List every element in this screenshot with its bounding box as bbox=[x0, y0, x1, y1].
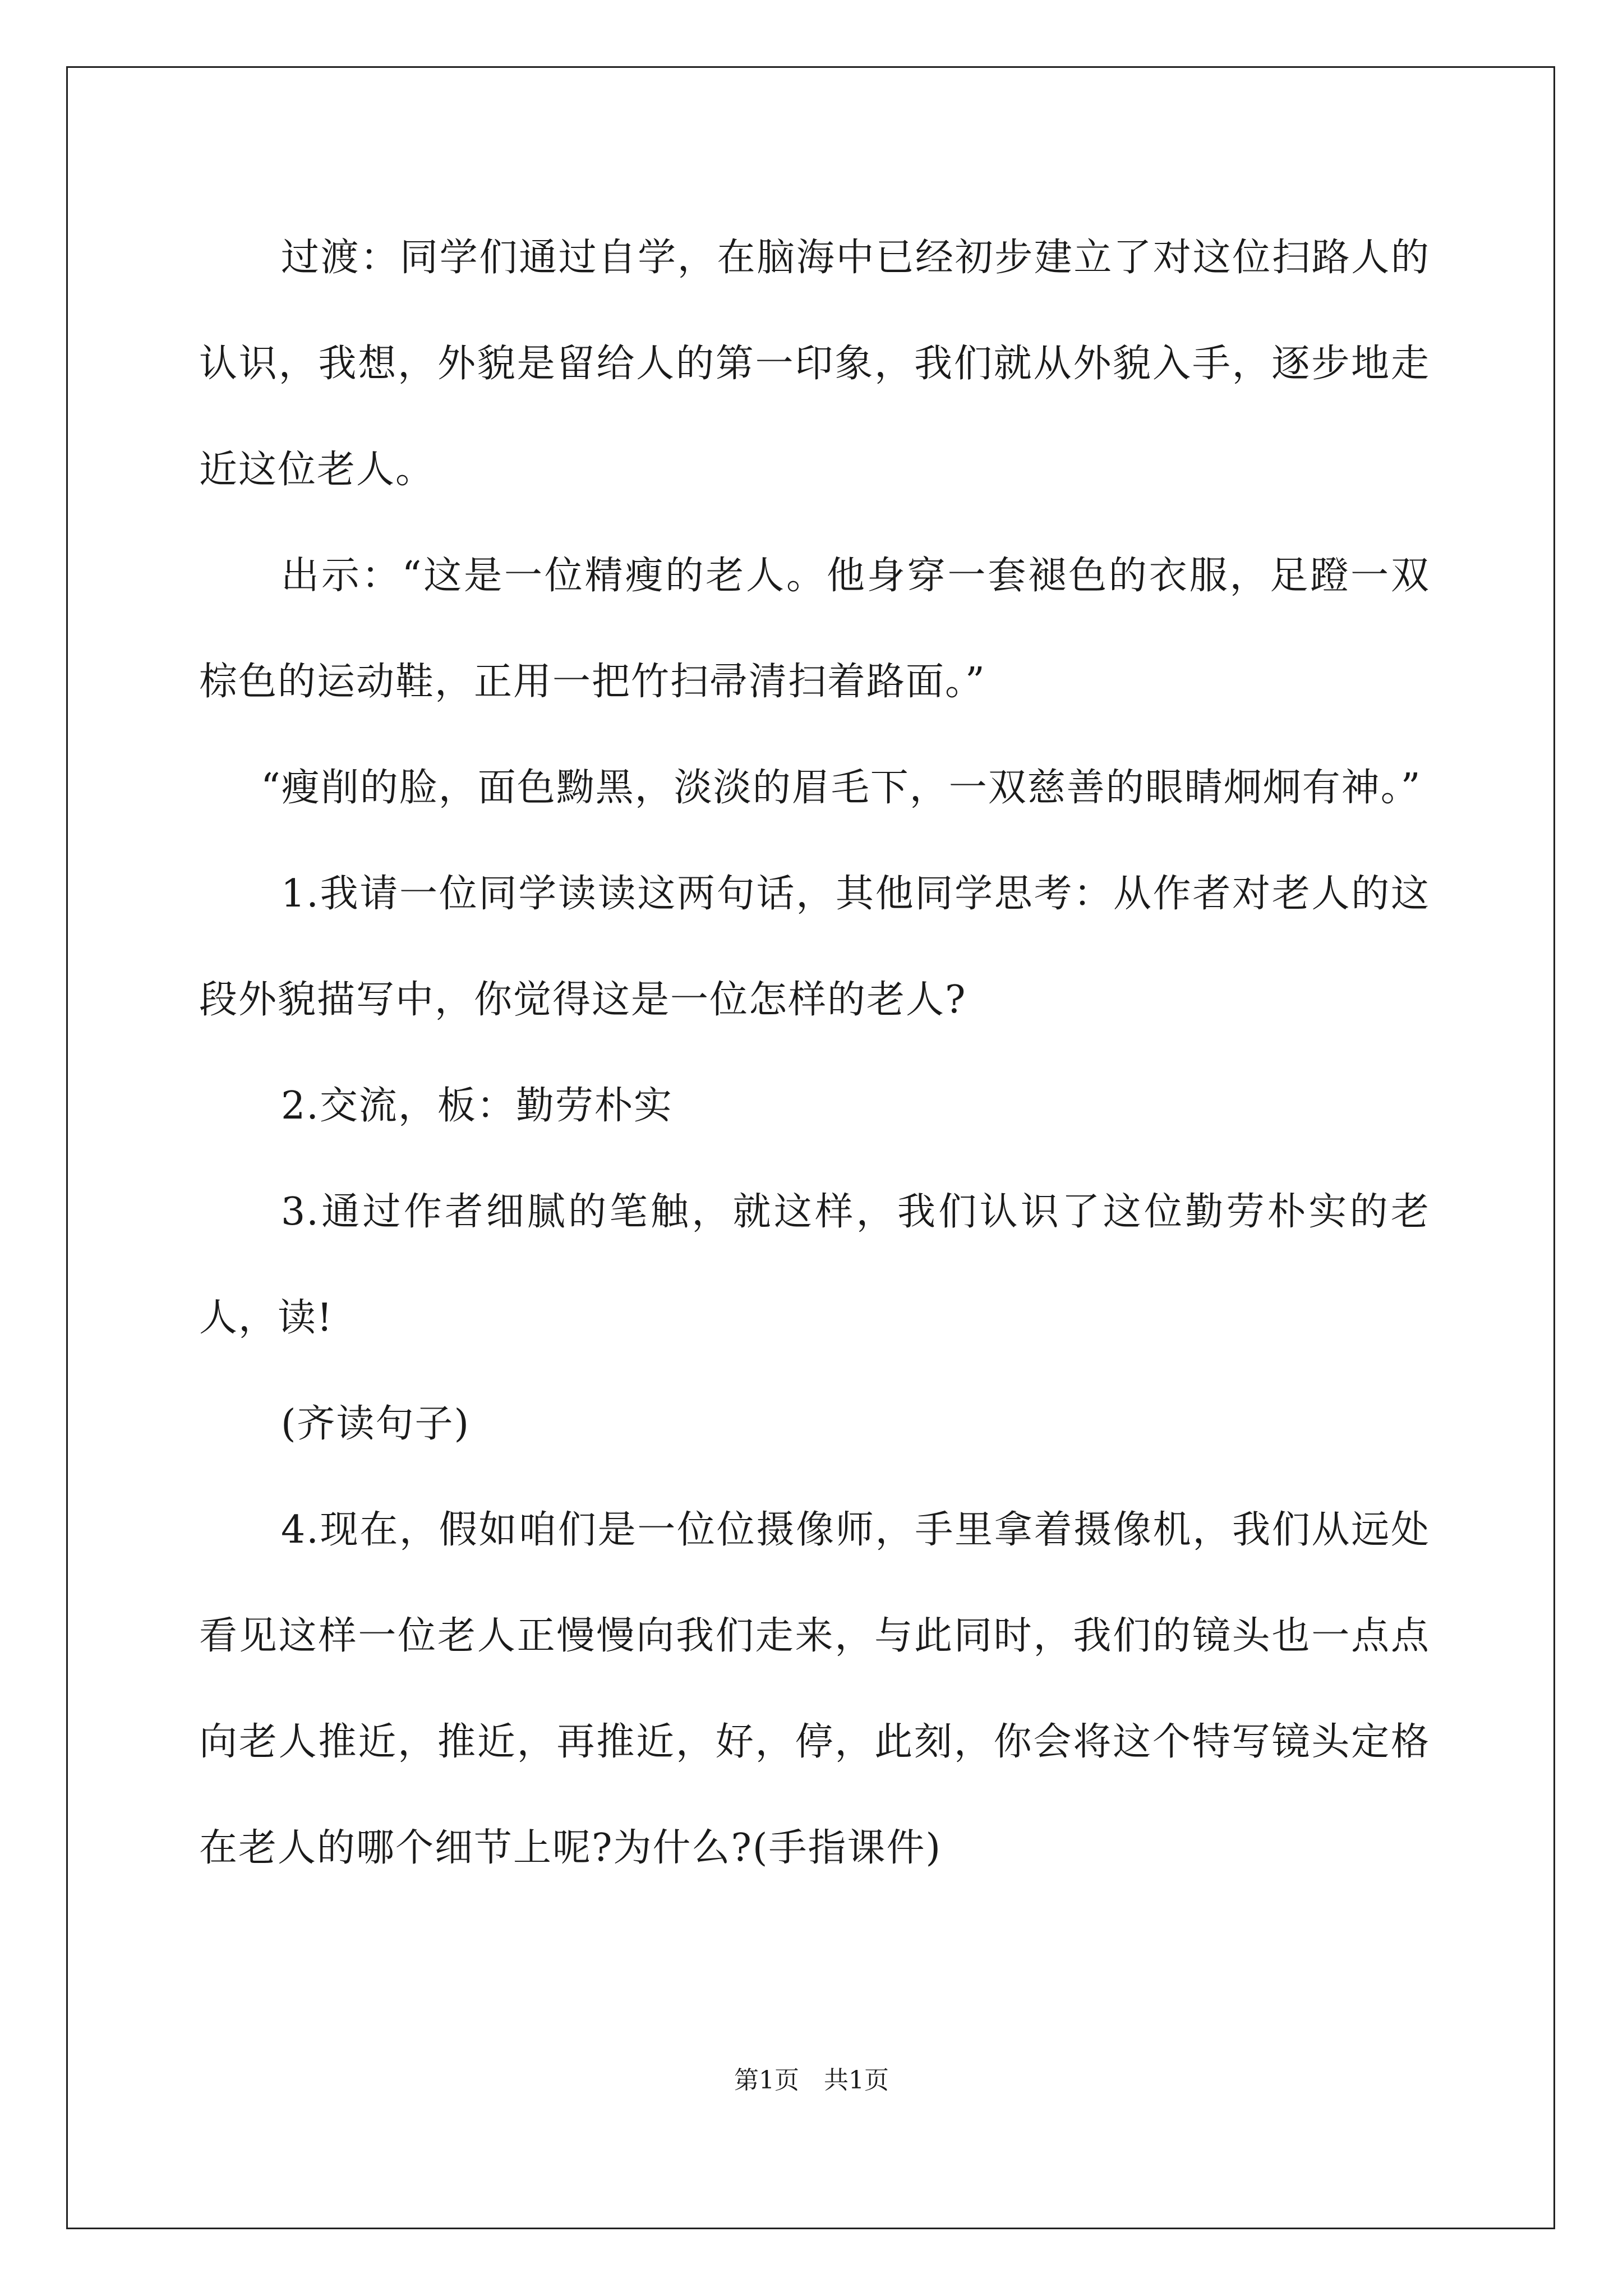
paragraph-step-1: 1.我请一位同学读读这两句话，其他同学思考：从作者对老人的这段外貌描写中，你觉得这是一位怎样的老人? bbox=[199, 872, 1430, 1022]
paragraph-step-2: 2.交流，板：勤劳朴实 bbox=[281, 1084, 673, 1128]
paragraph-step-3: 3.通过作者细腻的笔触，就这样，我们认识了这位勤劳朴实的老人，读! bbox=[199, 1190, 1430, 1340]
paragraph-read-together: (齐读句子) bbox=[281, 1402, 471, 1446]
paragraph-transition: 过渡：同学们通过自学，在脑海中已经初步建立了对这位扫路人的认识，我想，外貌是留给人的第一印象，我们就从外貌入手，逐步地走近这位老人。 bbox=[199, 236, 1430, 492]
paragraph-step-4: 4.现在，假如咱们是一位位摄像师，手里拿着摄像机，我们从远处看见这样一位老人正慢慢向我们走来，与此同时，我们的镜头也一点点向老人推近，推近，再推近，好，停，此刻，你会将这个特写镜头定格在老人的哪个细节上呢?为什么?(手指课件) bbox=[199, 1508, 1430, 1870]
paragraph-show-quote: 出示：“这是一位精瘦的老人。他身穿一套褪色的衣服，足蹬一双棕色的运动鞋，正用一把竹扫帚清扫着路面。” bbox=[199, 554, 1430, 704]
document-body bbox=[199, 205, 1430, 1901]
paragraph-face-quote: “瘦削的脸，面色黝黑，淡淡的眉毛下，一双慈善的眼睛炯炯有神。” bbox=[261, 766, 1422, 810]
page-footer: 第1页 共1页 bbox=[734, 2066, 889, 2095]
